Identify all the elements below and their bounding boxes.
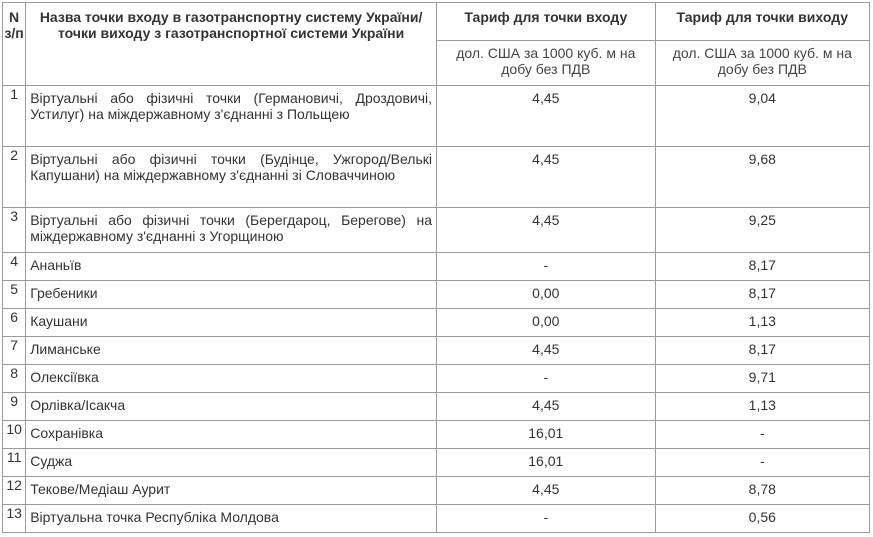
point-name: Гребеники — [26, 281, 437, 309]
table-row — [3, 477, 870, 505]
exit-tariff: 9,25 — [655, 208, 869, 253]
row-number: 9 — [3, 393, 26, 421]
exit-tariff: 9,68 — [655, 147, 869, 208]
header-entry-unit: дол. США за 1000 куб. м на добу без ПДВ — [437, 41, 656, 86]
header-entry-tariff: Тариф для точки входу — [437, 3, 656, 41]
point-name: Віртуальна точка Республіка Молдова — [26, 505, 437, 533]
row-number: 11 — [3, 449, 26, 477]
exit-tariff: 1,13 — [655, 393, 869, 421]
row-number: 6 — [3, 309, 26, 337]
exit-tariff: 8,78 — [655, 477, 869, 505]
exit-tariff: 9,04 — [655, 86, 869, 147]
exit-tariff: 8,17 — [655, 337, 869, 365]
table-row — [3, 449, 870, 477]
point-name: Каушани — [26, 309, 437, 337]
row-number: 1 — [3, 86, 26, 147]
exit-tariff: 1,13 — [655, 309, 869, 337]
header-point-name: Назва точки входу в газотранспортну систему України/точки виходу з газотранспортної системи України — [26, 3, 437, 86]
point-name: Текове/Медіаш Аурит — [26, 477, 437, 505]
point-name: Сохранівка — [26, 421, 437, 449]
entry-tariff: 4,45 — [437, 86, 656, 147]
table-row — [3, 421, 870, 449]
row-number: 10 — [3, 421, 26, 449]
row-number: 8 — [3, 365, 26, 393]
entry-tariff: 4,45 — [437, 208, 656, 253]
table-row — [3, 147, 870, 208]
entry-tariff: 0,00 — [437, 309, 656, 337]
entry-tariff: 16,01 — [437, 449, 656, 477]
exit-tariff: 0,56 — [655, 505, 869, 533]
entry-tariff: - — [437, 253, 656, 281]
table-row — [3, 393, 870, 421]
row-number: 7 — [3, 337, 26, 365]
point-name: Олексіївка — [26, 365, 437, 393]
entry-tariff: 4,45 — [437, 337, 656, 365]
exit-tariff: - — [655, 421, 869, 449]
exit-tariff: 8,17 — [655, 253, 869, 281]
table-row — [3, 253, 870, 281]
table-row — [3, 365, 870, 393]
row-number: 12 — [3, 477, 26, 505]
row-number: 5 — [3, 281, 26, 309]
table-row — [3, 505, 870, 533]
exit-tariff: - — [655, 449, 869, 477]
point-name: Віртуальні або фізичні точки (Берегдароц, Берегове) на міждержавному з'єднанні з Угорщиною — [26, 208, 437, 253]
entry-tariff: 4,45 — [437, 393, 656, 421]
table-row — [3, 208, 870, 253]
exit-tariff: 8,17 — [655, 281, 869, 309]
entry-tariff: - — [437, 365, 656, 393]
entry-tariff: 4,45 — [437, 477, 656, 505]
point-name: Суджа — [26, 449, 437, 477]
row-number: 4 — [3, 253, 26, 281]
table-body — [3, 86, 870, 533]
entry-tariff: 4,45 — [437, 147, 656, 208]
tariff-table — [2, 2, 870, 533]
point-name: Орлівка/Ісакча — [26, 393, 437, 421]
entry-tariff: - — [437, 505, 656, 533]
table-row — [3, 337, 870, 365]
point-name: Ананьїв — [26, 253, 437, 281]
table-row — [3, 281, 870, 309]
table-row — [3, 309, 870, 337]
point-name: Лиманське — [26, 337, 437, 365]
header-num: N з/п — [3, 3, 26, 86]
header-exit-unit: дол. США за 1000 куб. м на добу без ПДВ — [655, 41, 869, 86]
header-row — [3, 3, 870, 41]
table-row — [3, 86, 870, 147]
row-number: 3 — [3, 208, 26, 253]
point-name: Віртуальні або фізичні точки (Германовичі, Дроздовичі, Устилуг) на міждержавному з'єднанні з Польщею — [26, 86, 437, 147]
row-number: 13 — [3, 505, 26, 533]
header-exit-tariff: Тариф для точки виходу — [655, 3, 869, 41]
row-number: 2 — [3, 147, 26, 208]
exit-tariff: 9,71 — [655, 365, 869, 393]
point-name: Віртуальні або фізичні точки (Будінце, Ужгород/Велькі Капушани) на міждержавному з'єднанні зі Словаччиною — [26, 147, 437, 208]
entry-tariff: 0,00 — [437, 281, 656, 309]
entry-tariff: 16,01 — [437, 421, 656, 449]
